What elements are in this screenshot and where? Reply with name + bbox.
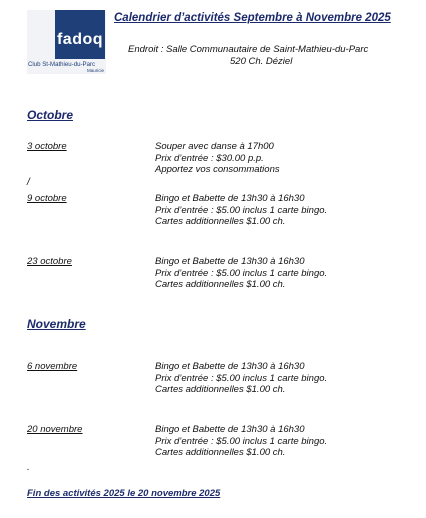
event-date: 9 octobre [27,193,67,204]
event-description [155,193,327,228]
event-line: Bingo et Babette de 13h30 à 16h30 [155,424,305,435]
event-line: Prix d’entrée : $5.00 inclus 1 carte bingo. [155,267,328,279]
event-date: 20 novembre [27,424,83,435]
event-line: Cartes additionnelles $1.00 ch. [155,447,286,458]
section-title-novembre: Novembre [27,317,86,331]
event-line: Cartes additionnelles $1.00 ch. [155,384,286,395]
event-description [155,361,327,396]
event-line: Prix d’entrée : $5.00 inclus 1 carte bingo. [155,372,328,384]
logo-region: Mauricie [86,68,104,73]
location: Endroit : Salle Communautaire de Saint-Mathieu-du-Parc [128,44,369,55]
event-description [155,424,327,459]
event-line: Prix d’entrée : $5.00 inclus 1 carte bingo. [155,435,328,447]
event-line: Prix d’entrée : $30.00 p.p. [155,152,264,164]
event-description [155,141,280,176]
logo-club: Club St-Mathieu-du-Parc [28,61,96,68]
stray-mark: / [27,177,30,188]
event-line: Bingo et Babette de 13h30 à 16h30 [155,256,305,267]
event-line: Cartes additionnelles $1.00 ch. [155,279,286,290]
event-line: Souper avec danse à 17h00 [155,141,274,152]
event-date: 3 octobre [27,141,67,152]
logo-brand: fadoq [56,30,104,48]
event-date: 23 octobre [27,256,72,267]
event-line: Bingo et Babette de 13h30 à 16h30 [155,193,305,204]
page-title: Calendrier d’activités Septembre à Novembre 2025 [114,12,391,24]
event-description [155,256,327,291]
stray-mark: . [27,462,30,473]
event-date: 6 novembre [27,361,78,372]
event-line: Bingo et Babette de 13h30 à 16h30 [155,361,305,372]
section-title-octobre: Octobre [27,108,74,122]
address: 520 Ch. Déziel [230,56,293,67]
logo-box [55,10,105,59]
event-line: Apportez vos consommations [155,164,280,175]
event-line: Prix d’entrée : $5.00 inclus 1 carte bingo. [155,204,328,216]
fadoq-logo [27,10,106,74]
event-line: Cartes additionnelles $1.00 ch. [155,216,286,227]
footer-note: Fin des activités 2025 le 20 novembre 2025 [27,488,221,499]
